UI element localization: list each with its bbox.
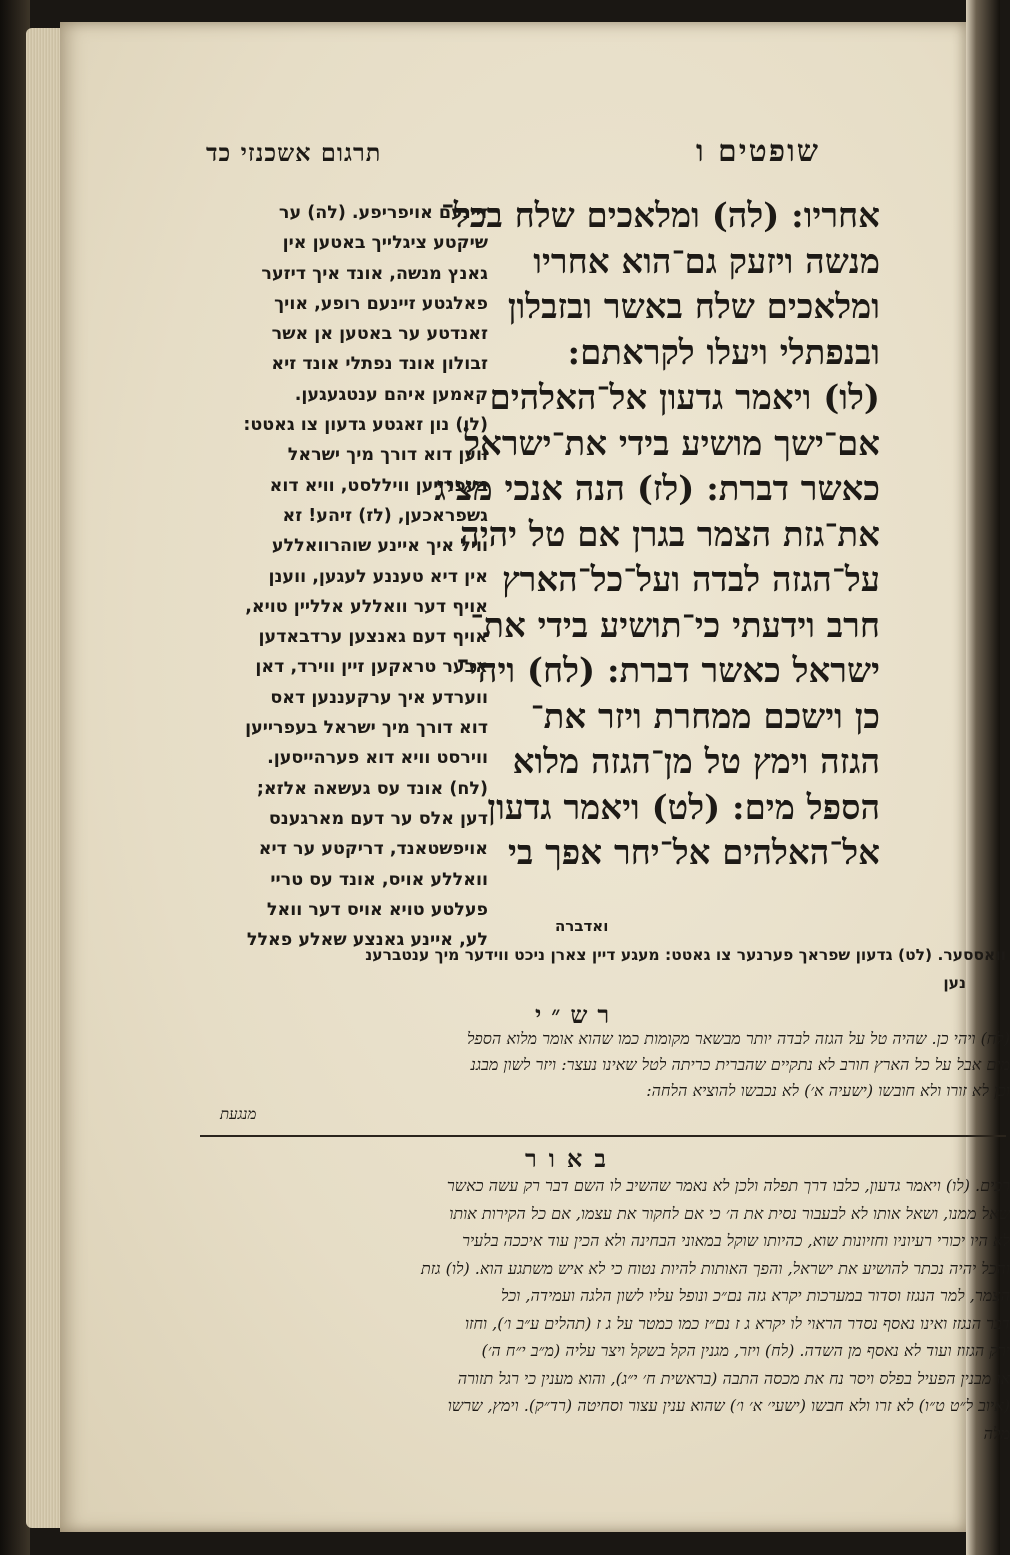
yiddish-line: זבולון אונד נפתלי אונד זיא	[271, 354, 488, 375]
hebrew-line: מנשה ויזעק גם־הוא אחריו	[533, 241, 880, 282]
biur-line: רכים. (לו) ויאמר גדעון, כלבו דרך תפלה ולכן לא נאמר שהשיב לו השם דבר רק עשה כאשר	[446, 1176, 1010, 1195]
biur-line: ירק הגזוז ועוד לא נאסף מן השדה. (לח) ויזר, מגנין הקל בשקל ויצר עליה (מ״ב י״ח ה׳)	[481, 1341, 1010, 1360]
hebrew-line: אל־האלהים אל־יחר אפך בי	[507, 833, 880, 873]
yiddish-line: אויף דעם גאנצען ערדבאדען	[258, 627, 488, 648]
yiddish-line: (לו) נון זאגטע גדעון צו גאטט:	[243, 415, 488, 436]
hebrew-line: הספל מים: (לט) ויאמר גדעון	[487, 787, 880, 828]
rashi-line: מים אבל על כל הארץ חורב לא נתקיים שהברית כריתה לטל שאינו נעצר: ויזר לשון מבגנ	[470, 1055, 1010, 1074]
hebrew-line: ומלאכים שלח באשר ובזבלון	[507, 287, 880, 327]
yiddish-continuation-line: נען	[943, 974, 966, 992]
yiddish-line: לע, איינע גאנצע שאלע פאלל	[246, 930, 488, 951]
yiddish-line: זיינעם אויפריפע. (לה) ער	[278, 203, 488, 223]
yiddish-line: דען אלס ער דעם מארגענס	[268, 808, 488, 829]
biur-line: והכל יהיה נכתר להושיע את ישראל, והפך האותות להיות נטוח כי לא איש משתגע הוא. (לו) גזת	[421, 1258, 1010, 1278]
hebrew-catchword: ואדברה	[555, 917, 609, 935]
yiddish-line: (לח) אונד עס געשאה אלזא;	[256, 778, 488, 799]
yiddish-translation-column	[203, 198, 488, 955]
hebrew-line: את־גזת הצמר בגרן אם טל יהיה	[460, 514, 880, 555]
yiddish-line: ווירסט וויא דוא פערהייסען.	[267, 748, 488, 769]
biur-line: (איוב ל״ט ט״ו) לא זרו ולא חבשו (ישעי׳ א׳ ו׳) שהוא ענין עצור וסחיטה (רד״ק). וימץ, שרשו	[447, 1396, 1010, 1415]
hebrew-line: כאשר דברת: (לז) הנה אנכי מציג	[434, 469, 880, 509]
biur-line: מלה	[983, 1423, 1010, 1443]
yiddish-line: גאנץ מנשה, אונד איך דיזער	[261, 263, 488, 284]
biur-commentary	[198, 1172, 1010, 1447]
hebrew-line: (לו) ויאמר גדעון אל־האלהים	[489, 378, 880, 418]
yiddish-line: ווערדע איך ערקעננען דאס	[270, 687, 488, 708]
yiddish-line: אויפשטאנד, דריקטע ער דיא	[258, 839, 488, 860]
hebrew-line: חרב וידעתי כי־תושיע בידי את־	[470, 605, 880, 646]
running-header-left: תרגום אשכנזי כד	[206, 138, 382, 167]
yiddish-line: ווען דוא דורך מיך ישראל	[287, 445, 488, 466]
yiddish-line: זאנדטע ער באטען אן אשר	[271, 324, 488, 345]
hebrew-line: כן וישכם ממחרת ויזר את־	[530, 696, 880, 737]
yiddish-line: שיקטע ציגלייך באטען אין	[282, 233, 488, 254]
rashi-heading: רש״י	[535, 1000, 620, 1029]
yiddish-line: גשפראכען, (לז) זיהע! זא	[282, 505, 488, 526]
hebrew-text-column	[434, 194, 880, 877]
biur-line: או מבנין הפעיל בפלס ויסר נח את מכסה התבה (בראשית ח׳ י״ג), והוא מענין כי רגל תזורה	[457, 1368, 1010, 1388]
yiddish-line: אבער טראקען זיין ווירד, דאן	[255, 657, 488, 678]
biur-line: דבר הנגזז ואינו נאסף נסדר הראוי לו יקרא ג ז נם״ז כמו כמטר על ג ז (תהלים ע״ב ו׳), וחזו	[464, 1313, 1010, 1333]
yiddish-line: פעלטע טויא אויס דער וואל	[266, 899, 488, 920]
yiddish-line: קאמען איהם ענטגעגען.	[294, 384, 488, 405]
yiddish-line: אין דיא טעננע לעגען, ווענן	[268, 566, 488, 587]
rashi-catchword: מנגעת	[220, 1105, 257, 1123]
rashi-commentary	[198, 1026, 1010, 1104]
hebrew-line: אחריו: (לה) ומלאכים שלח בכל־	[440, 196, 880, 236]
yiddish-continuation-line: וואססער. (לט) גדעון שפראך פערנער צו גאטט: מעגע דיין צארן ניכט ווידער מיך ענטברענ	[365, 946, 1006, 964]
yiddish-line: פאלגטע זיינעם רופע, אויך	[274, 293, 488, 314]
yiddish-line: וויל איך איינע שוהרוואללע	[271, 536, 488, 557]
yiddish-line: דוא דורך מיך ישראל בעפרייען	[245, 718, 488, 739]
book-page	[60, 22, 1010, 1532]
biur-line: לא היו יכורי רעיוניו וחזיונות שוא, כהיותו שוקל במאוני הבחינה ולא הכין עוד איככה בלעיר	[462, 1231, 1010, 1250]
biur-heading: באור	[525, 1144, 618, 1173]
yiddish-line: בעפרייען וויללסט, וויא דוא	[269, 475, 488, 496]
hebrew-line: ובנפתלי ויעלו לקראתם:	[567, 332, 880, 373]
yiddish-line: אויף דער וואללע אלליין טויא,	[245, 596, 488, 617]
hebrew-line: הגזה וימץ טל מן־הגזה מלוא	[512, 742, 880, 782]
running-header-right: שופטים ו	[695, 134, 820, 169]
rashi-line: (לח) ויהי כן. שהיה טל על הגזה לבדה יותר מבשאר מקומות כמו שהוא אומר מלוא הספל	[466, 1029, 1010, 1048]
rashi-line: וכן לא זורו ולא חובשו (ישעיה א׳) לא נכבשו להוציא הלחה:	[646, 1081, 1010, 1100]
biur-line: שאל ממנו, ושאל אותו לא לבעבור נסית את ה׳ כי אם לחקור את עצמו, אם כל הקירות אותו	[449, 1203, 1010, 1223]
biur-line: הצמר, למר הנגזז וסדור במערכות יקרא גזה נם״כ ונופל עליו לשון הלגה ועמידה, וכל	[500, 1286, 1010, 1305]
hebrew-line: ישראל כאשר דברת: (לח) ויהי־	[455, 651, 880, 691]
yiddish-line: וואללע אויס, אונד עס טריי	[270, 869, 488, 890]
hebrew-line: על־הגזה לבדה ועל־כל־הארץ	[501, 560, 880, 600]
section-divider	[200, 1135, 1006, 1137]
hebrew-line: אם־ישך מושיע בידי את־ישראל	[464, 423, 880, 464]
